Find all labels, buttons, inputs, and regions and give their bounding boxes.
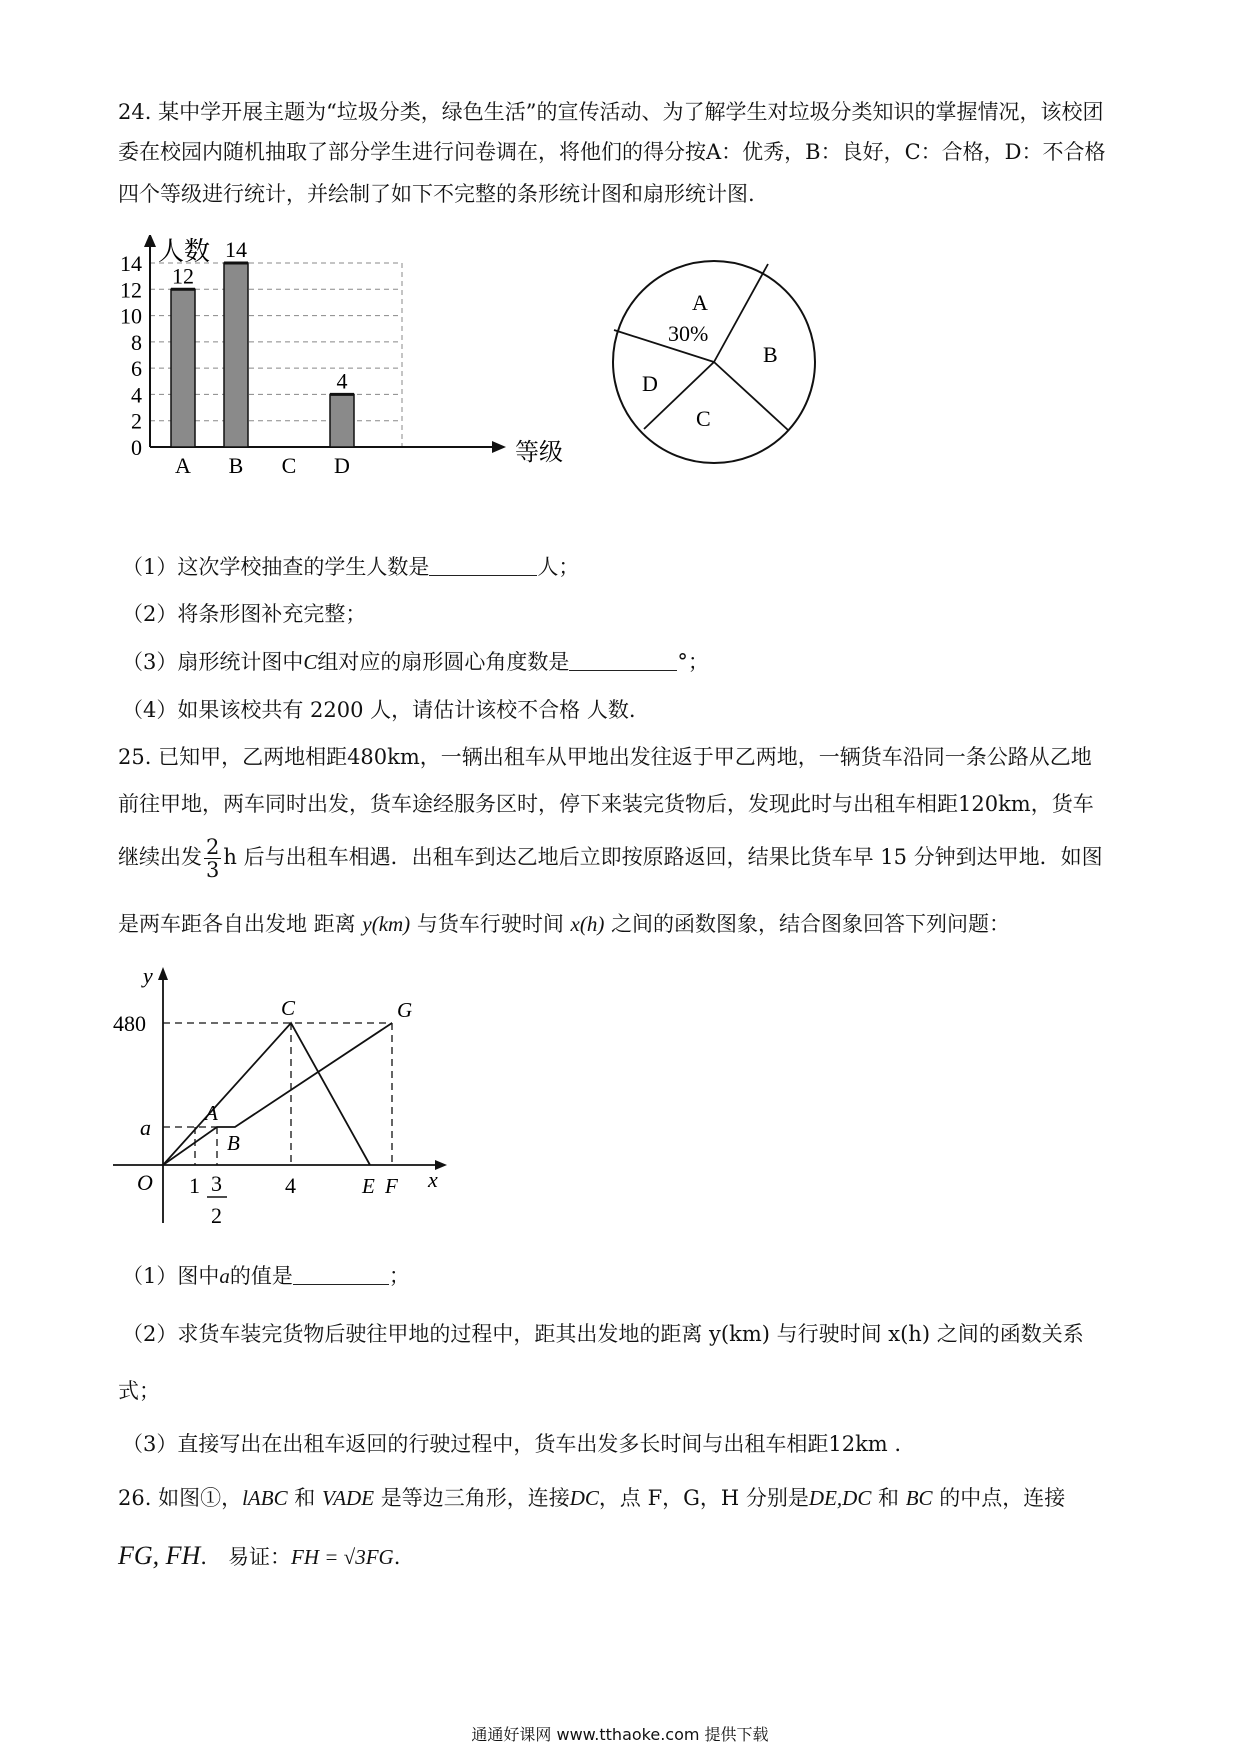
q24-sub4: （4）如果该校共有 2200 人，请估计该校不合格 人数. (122, 698, 636, 722)
bar-chart (100, 235, 600, 535)
bar-D (330, 394, 354, 447)
y-tick-label: 4 (131, 382, 142, 408)
answer-blank[interactable] (569, 650, 677, 671)
graph-x-4: 4 (285, 1173, 296, 1198)
graph-x-3: 3 (211, 1171, 222, 1196)
graph-point-f: F (385, 1174, 398, 1198)
graph-point-g: G (397, 998, 413, 1022)
bar-B (224, 263, 248, 447)
fraction: $\frac{2}{3}$ (206, 835, 220, 882)
pie-label-b: B (763, 342, 778, 367)
q24-line1: 24. 某中学开展主题为“垃圾分类，绿色生活”的宣传活动、为了解学生对垃圾分类知识的掌握情况，该校团 (118, 100, 1104, 124)
q25-line4: 是两车距各自出发地 距离 y(km) 与货车行驶时间 x(h) 之间的函数图象，结合图象回答下列问题： (118, 912, 1011, 936)
y-tick-label: 10 (120, 303, 142, 329)
y-tick-label: 6 (131, 356, 142, 382)
data-label-D: 4 (336, 368, 348, 394)
graph-x-axis-label: x (428, 1167, 438, 1192)
graph-point-e: E (362, 1174, 375, 1198)
graph-y-axis-label: y (143, 965, 153, 988)
q25-line3: 继续出发 $\frac{2}{3}$ h 后与出租车相遇．出租车到达乙地后立即按原路返回，结果比货车早 15 分钟到达甲地．如图 (118, 835, 1103, 882)
answer-blank[interactable] (293, 1264, 389, 1285)
bar-chart-xlabel: 等级 (515, 440, 563, 466)
pie-label-a-percent: 30% (668, 321, 709, 346)
pie-label-c: C (696, 406, 711, 431)
answer-blank[interactable] (429, 555, 537, 576)
y-tick-label: 8 (131, 329, 142, 355)
q24-sub3: （3）扇形统计图中C组对应的扇形圆心角度数是 °； (122, 650, 709, 674)
graph-point-a: A (205, 1101, 218, 1125)
data-label-B: 14 (225, 237, 247, 262)
graph-x-1: 1 (189, 1173, 200, 1198)
bar-A (171, 289, 195, 447)
q24-sub1: （1）这次学校抽查的学生人数是 人； (122, 555, 580, 579)
q25-sub2-line1: （2）求货车装完货物后驶往甲地的过程中，距其出发地的距离 y(km) 与行驶时间 x(h) 之间的函数关系 (122, 1322, 1084, 1346)
y-tick-label: 0 (131, 435, 142, 460)
y-tick-label: 14 (120, 251, 142, 276)
q26-line2: FG, FH． 易证：FH = √3FG. (118, 1541, 401, 1570)
graph-point-b: B (227, 1131, 240, 1155)
graph-y-480: 480 (113, 1011, 146, 1036)
pie-label-d: D (642, 371, 658, 396)
x-tick-label: D (334, 453, 350, 478)
graph-origin-label: O (137, 1170, 153, 1195)
graph-y-a: a (140, 1115, 151, 1140)
q26-line1: 26. 如图①，lABC 和 VADE 是等边三角形，连接DC，点 F，G，H 分别是DE,DC 和 BC 的中点，连接 (118, 1486, 1066, 1510)
q25-sub2-line2: 式； (118, 1379, 160, 1403)
x-tick-label: B (228, 453, 244, 478)
graph-point-c: C (281, 996, 296, 1020)
q25-sub3: （3）直接写出在出租车返回的行驶过程中，货车出发多长时间与出租车相距12km . (122, 1432, 902, 1456)
q25-line2: 前往甲地，两车同时出发，货车途经服务区时，停下来装完货物后，发现此时与出租车相距120km，货车 (118, 792, 1094, 816)
y-tick-label: 12 (120, 277, 142, 303)
bar-chart-ylabel: 人数 (158, 237, 211, 266)
q24-line3: 四个等级进行统计，并绘制了如下不完整的条形统计图和扇形统计图. (118, 182, 755, 206)
function-graph (105, 965, 465, 1240)
pie-label-a: A (692, 290, 708, 315)
data-label-A: 12 (172, 263, 194, 289)
q24-line2: 委在校园内随机抽取了部分学生进行问卷调在，将他们的得分按A：优秀，B：良好，C：合格，D：不合格 (118, 140, 1106, 164)
q24-sub2: （2）将条形图补充完整； (122, 602, 367, 626)
graph-x-2: 2 (211, 1203, 222, 1228)
x-tick-label: A (175, 453, 191, 478)
pie-chart (600, 245, 840, 475)
x-tick-label: C (281, 453, 297, 478)
q25-sub1: （1）图中a的值是 ； (122, 1264, 410, 1288)
y-tick-label: 2 (131, 408, 142, 434)
page-footer: 通通好课网 www.tthaoke.com 提供下载 (471, 1725, 769, 1744)
q25-line1: 25. 已知甲，乙两地相距480km，一辆出租车从甲地出发往返于甲乙两地，一辆货车沿同一条公路从乙地 (118, 745, 1092, 769)
